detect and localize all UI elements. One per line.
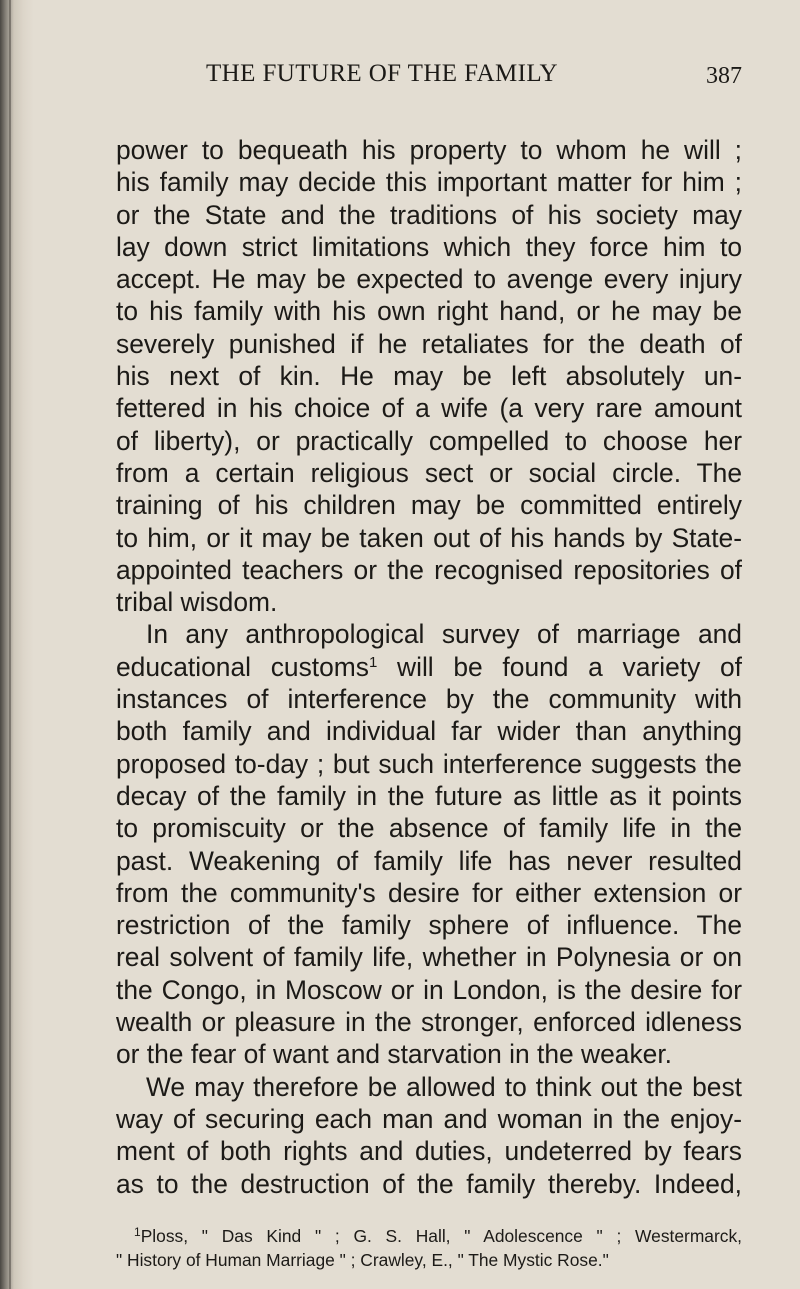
text-line: fettered in his choice of a wife (a very rare amount bbox=[116, 393, 742, 424]
text-line: his family may decide this important matter for him ; bbox=[116, 167, 742, 198]
text-line: severely punished if he retaliates for the death of bbox=[116, 328, 742, 359]
running-title: THE FUTURE OF THE FAMILY bbox=[206, 60, 559, 87]
footnote-marker: 1 bbox=[134, 1224, 141, 1239]
text-fragment: educational customs bbox=[116, 651, 369, 682]
text-line: way of securing each man and woman in the enjoy- bbox=[116, 1103, 742, 1134]
text-line: or the State and the traditions of his society may bbox=[116, 199, 742, 230]
text-line: of liberty), or practically compelled to choose her bbox=[116, 425, 742, 456]
book-page bbox=[116, 60, 742, 1272]
running-head bbox=[116, 60, 742, 100]
footnote-line bbox=[116, 1224, 742, 1248]
text-line: to promiscuity or the absence of family life in the bbox=[116, 813, 742, 844]
text-fragment: will be found a variety of bbox=[377, 651, 743, 682]
text-line: accept. He may be expected to avenge every injury bbox=[116, 264, 742, 295]
footnote-reference: 1 bbox=[368, 653, 378, 671]
text-line: to his family with his own right hand, or he may be bbox=[116, 296, 742, 327]
text-line-with-note bbox=[116, 651, 742, 683]
text-line: as to the destruction of the family thereby. Indeed, bbox=[116, 1168, 742, 1199]
text-line: instances of interference by the community with bbox=[116, 684, 742, 715]
text-line: decay of the family in the future as little as it points bbox=[116, 780, 742, 811]
text-line: training of his children may be committed entirely bbox=[116, 490, 742, 521]
text-line: past. Weakening of family life has never resulted bbox=[116, 845, 742, 876]
text-line: proposed to-day ; but such interference suggests the bbox=[116, 748, 742, 779]
body-text bbox=[116, 134, 742, 1200]
text-line: appointed teachers or the recognised repositories of bbox=[116, 554, 742, 585]
text-line: real solvent of family life, whether in Polynesia or on bbox=[116, 942, 742, 973]
text-line: to him, or it may be taken out of his hands by State- bbox=[116, 522, 742, 553]
text-line: lay down strict limitations which they force him to bbox=[116, 231, 742, 262]
text-line: In any anthropological survey of marriage and bbox=[146, 619, 742, 650]
book-gutter bbox=[0, 0, 34, 1289]
text-line: wealth or pleasure in the stronger, enforced idleness bbox=[116, 1007, 742, 1038]
text-line: tribal wisdom. bbox=[116, 587, 278, 618]
text-line: power to bequeath his property to whom he will ; bbox=[116, 135, 742, 165]
text-line: the Congo, in Moscow or in London, is the desire for bbox=[116, 974, 742, 1005]
text-line: or the fear of want and starvation in the weaker. bbox=[116, 1039, 672, 1070]
text-line: from a certain religious sect or social circle. The bbox=[116, 457, 742, 488]
page-number: 387 bbox=[706, 63, 742, 89]
text-line: both family and individual far wider than anything bbox=[116, 716, 742, 747]
text-line: ment of both rights and duties, undeterred by fears bbox=[116, 1136, 742, 1167]
text-line: restriction of the family sphere of influence. The bbox=[116, 910, 742, 941]
footnote-line: " History of Human Marriage " ; Crawley, E., " The Mystic Rose." bbox=[116, 1249, 609, 1270]
text-line: his next of kin. He may be left absolutely un- bbox=[116, 361, 742, 392]
text-line: We may therefore be allowed to think out the best bbox=[146, 1071, 742, 1102]
text-line: from the community's desire for either extension or bbox=[116, 877, 742, 908]
footnote-text: Ploss, " Das Kind " ; G. S. Hall, " Adolescence " ; Westermarck, bbox=[140, 1225, 742, 1246]
footnote bbox=[116, 1224, 742, 1272]
gutter-shadow bbox=[9, 0, 11, 1289]
